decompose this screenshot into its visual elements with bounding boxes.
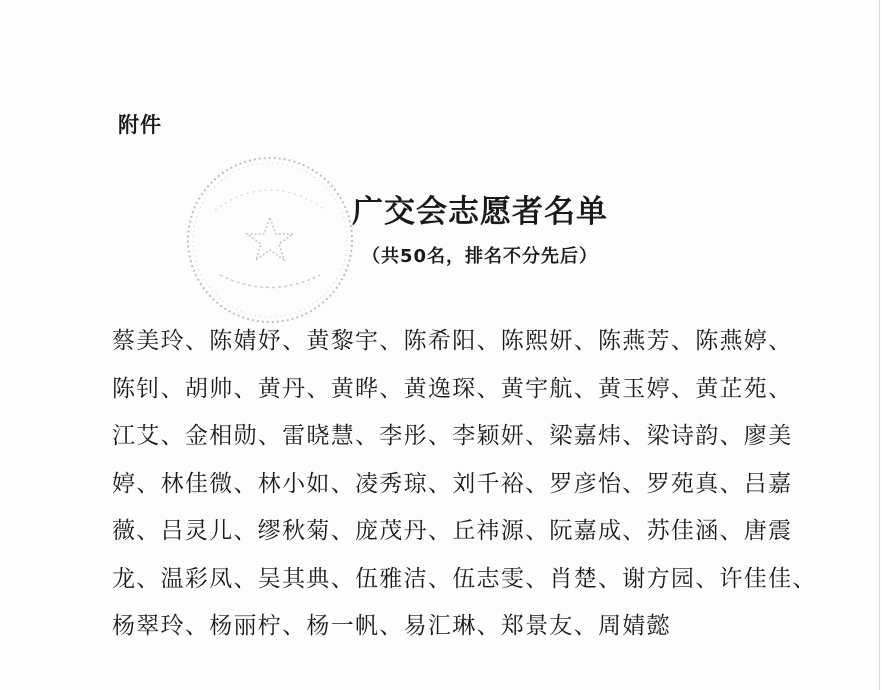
name-list-line: 婷、林佳微、林小如、凌秀琼、刘千裕、罗彦怡、罗苑真、吕嘉: [112, 470, 793, 497]
name-list-line: 陈钊、胡帅、黄丹、黄晔、黄逸琛、黄宇航、黄玉婷、黄芷苑、: [112, 375, 793, 402]
page-edge-divider: [879, 0, 880, 690]
volunteer-name-list: [112, 318, 817, 651]
name-list-line: 江艾、金相勋、雷晓慧、李彤、李颖妍、梁嘉炜、梁诗韵、廖美: [112, 423, 793, 449]
attachment-label: 附件: [118, 113, 162, 137]
official-seal-stamp: [180, 150, 360, 330]
document-title: 广交会志愿者名单: [352, 194, 608, 230]
name-list-line: 蔡美玲、陈婧妤、黄黎宇、陈希阳、陈熙妍、陈燕芳、陈燕婷、: [112, 328, 793, 354]
name-list-line: 龙、温彩凤、吴其典、伍雅洁、伍志雯、肖楚、谢方园、许佳佳、: [112, 565, 817, 592]
name-list-line: 薇、吕灵儿、缪秋菊、庞茂丹、丘祎源、阮嘉成、苏佳涵、唐震: [112, 518, 793, 544]
name-list-line: 杨翠玲、杨丽柠、杨一帆、易汇琳、郑景友、周婧懿: [112, 613, 671, 639]
document-subtitle: （共50名，排名不分先后）: [361, 246, 599, 267]
